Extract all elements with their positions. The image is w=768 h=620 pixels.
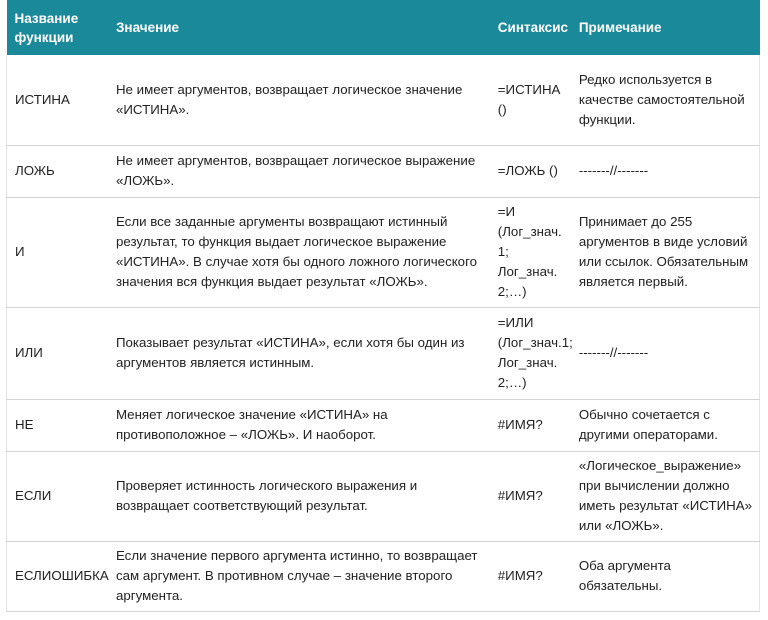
cell-function-name: ЕСЛИ xyxy=(7,451,110,541)
cell-note: «Логическое_выражение» при вычислении должно иметь результат «ИСТИНА» или «ЛОЖЬ». xyxy=(573,451,760,541)
cell-value: Проверяет истинность логического выражения и возвращает соответствующий результат. xyxy=(110,451,492,541)
cell-note: -------//------- xyxy=(573,145,760,197)
cell-syntax: #ИМЯ? xyxy=(492,451,573,541)
cell-syntax: =ЛОЖЬ () xyxy=(492,145,573,197)
table-row xyxy=(7,145,760,197)
cell-value: Если все заданные аргументы возвращают истинный результат, то функция выдает логическое выражение «ИСТИНА». В случае хотя бы одного ложного логического значения вся функция выдает результат «ЛОЖЬ». xyxy=(110,197,492,307)
cell-syntax: =ИСТИНА () xyxy=(492,55,573,145)
cell-value: Меняет логическое значение «ИСТИНА» на противоположное – «ЛОЖЬ». И наоборот. xyxy=(110,399,492,451)
cell-note: Оба аргумента обязательны. xyxy=(573,541,760,611)
table-header xyxy=(7,0,760,55)
table-row xyxy=(7,307,760,399)
cell-value: Не имеет аргументов, возвращает логическое значение «ИСТИНА». xyxy=(110,55,492,145)
cell-syntax: =ИЛИ (Лог_знач.1; Лог_знач. 2;…) xyxy=(492,307,573,399)
cell-function-name: ИЛИ xyxy=(7,307,110,399)
header-function-name: Название функции xyxy=(7,0,110,55)
cell-note: Редко используется в качестве самостоятельной функции. xyxy=(573,55,760,145)
logic-functions-table xyxy=(6,0,760,612)
cell-value: Не имеет аргументов, возвращает логическое выражение «ЛОЖЬ». xyxy=(110,145,492,197)
cell-value: Если значение первого аргумента истинно, то возвращает сам аргумент. В противном случае – значение второго аргумента. xyxy=(110,541,492,611)
cell-function-name: И xyxy=(7,197,110,307)
cell-function-name: ИСТИНА xyxy=(7,55,110,145)
cell-note: Принимает до 255 аргументов в виде условий или ссылок. Обязательным является первый. xyxy=(573,197,760,307)
cell-function-name: ЛОЖЬ xyxy=(7,145,110,197)
cell-syntax: #ИМЯ? xyxy=(492,541,573,611)
header-row xyxy=(7,0,760,55)
table-row xyxy=(7,451,760,541)
header-note: Примечание xyxy=(573,0,760,55)
table-row xyxy=(7,197,760,307)
cell-syntax: =И (Лог_знач. 1; Лог_знач. 2;…) xyxy=(492,197,573,307)
header-syntax: Синтаксис xyxy=(492,0,573,55)
cell-note: Обычно сочетается с другими операторами. xyxy=(573,399,760,451)
cell-syntax: #ИМЯ? xyxy=(492,399,573,451)
header-value: Значение xyxy=(110,0,492,55)
table-row xyxy=(7,541,760,611)
cell-function-name: ЕСЛИОШИБКА xyxy=(7,541,110,611)
table-row xyxy=(7,399,760,451)
table-body xyxy=(7,55,760,611)
cell-note: -------//------- xyxy=(573,307,760,399)
table-row xyxy=(7,55,760,145)
cell-value: Показывает результат «ИСТИНА», если хотя бы один из аргументов является истинным. xyxy=(110,307,492,399)
cell-function-name: НЕ xyxy=(7,399,110,451)
